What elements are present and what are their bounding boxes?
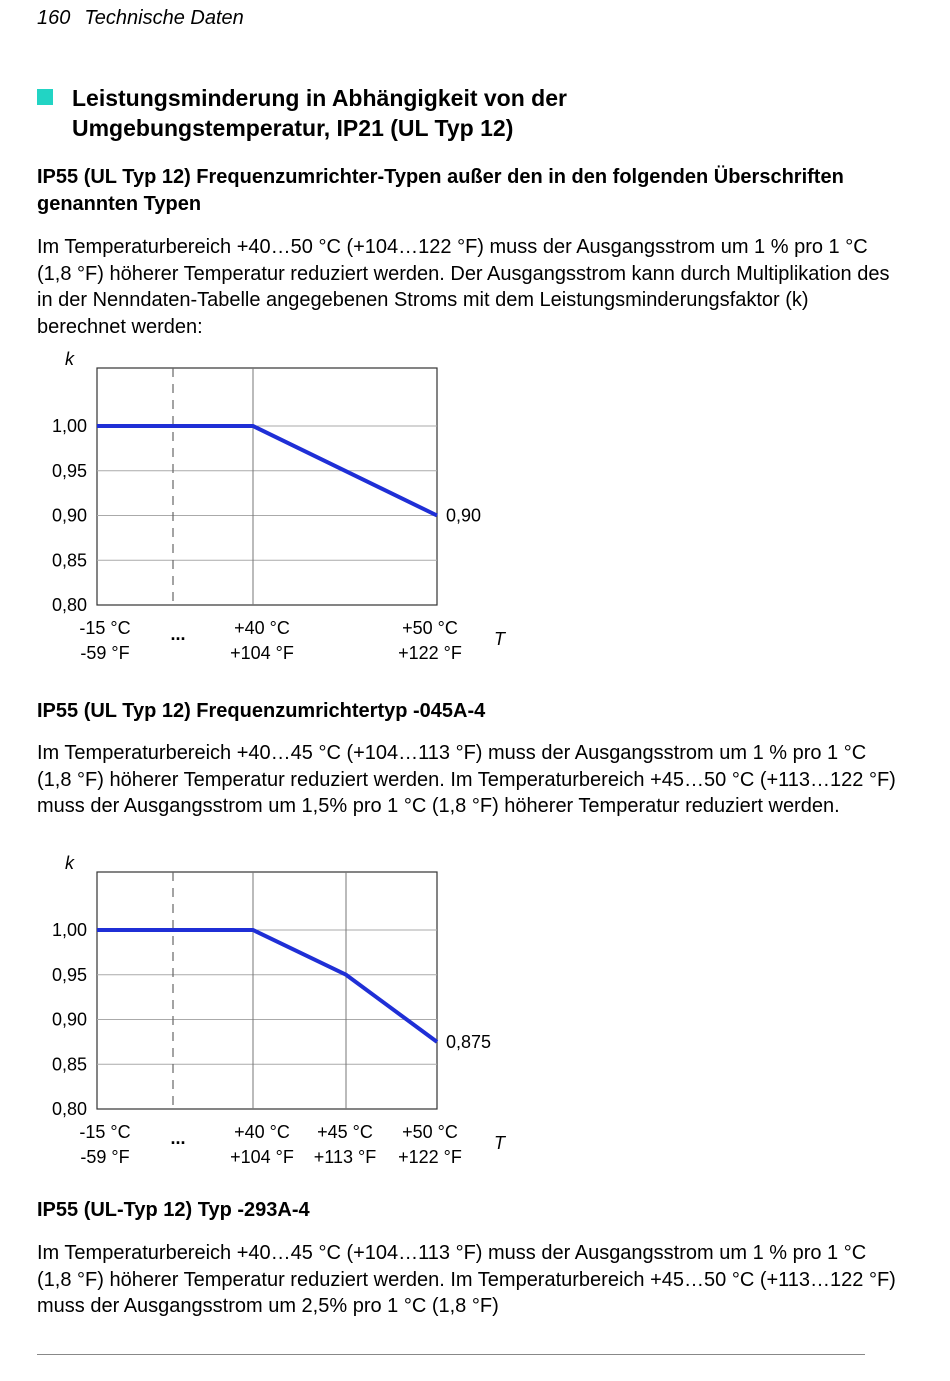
page-number: 160 [37,7,71,29]
x-tick-label-fahrenheit: +122 °F [398,643,462,663]
y-axis-label: k [65,349,74,369]
x-axis-label: T [494,629,505,649]
section-bullet [37,89,53,105]
x-tick-label-celsius: -15 °C [79,1122,131,1142]
footer-rule [37,1354,865,1355]
x-tick-label-fahrenheit: +104 °F [230,643,294,663]
x-tick-label-celsius: +50 °C [402,618,458,638]
x-axis-label: T [494,1133,505,1153]
y-tick-label: 1,00 [52,416,88,436]
y-tick-label: 0,90 [52,1009,88,1030]
paragraph-2: Im Temperaturbereich +40…45 °C (+104…113 °F) muss der Ausgangsstrom um 1 % pro 1 °C (1,8 °F) höherer Temperatur reduziert werden. Im Temperaturbereich +45…50 °C (+113…122 °F) muss der Ausgangsstrom um 1,5% pro 1 °C (1,8 °F) höherer Temperatur reduziert werden. [37,742,896,817]
x-tick-label-celsius: +40 °C [234,618,290,638]
k-series-line [97,930,437,1042]
x-tick-label-celsius: -15 °C [79,618,131,638]
y-tick-label: 1,00 [52,920,88,940]
subsection-heading-1: IP55 (UL Typ 12) Frequenzumrichter-Typen außer den in den folgenden Überschriften genannten Typen [37,166,844,215]
axis-break-dots: ... [170,624,186,644]
x-tick-label-fahrenheit: -59 °F [80,1147,130,1167]
y-tick-label: 0,80 [52,595,88,615]
plot-frame [97,368,437,605]
end-value-label: 0,90 [446,505,482,526]
y-tick-label: 0,85 [52,1054,88,1075]
derating-chart-1 [37,340,557,670]
y-tick-label: 0,80 [52,1099,88,1119]
end-value-label: 0,875 [446,1031,492,1052]
page-header [37,7,244,30]
axis-break-dots: ... [170,1128,186,1148]
y-tick-label: 0,95 [52,460,88,481]
x-tick-label-fahrenheit: -59 °F [80,643,130,663]
x-tick-label-celsius: +40 °C [234,1122,290,1142]
plot-frame [97,872,437,1109]
x-tick-label-fahrenheit: +113 °F [313,1147,377,1167]
section-title: Leistungsminderung in Abhängigkeit von der Umgebungstemperatur, IP21 (UL Typ 12) [72,85,567,141]
x-tick-label-fahrenheit: +104 °F [230,1147,294,1167]
paragraph-1: Im Temperaturbereich +40…50 °C (+104…122 °F) muss der Ausgangsstrom um 1 % pro 1 °C (1,8 °F) höherer Temperatur reduziert werden. Der Ausgangsstrom kann durch Multiplikation des in der Nenndaten-Tabelle angegebenen Stroms mit dem Leistungsminderungsfaktor (k) berechnet werden: [37,236,890,338]
y-tick-label: 0,95 [52,964,88,985]
y-tick-label: 0,90 [52,505,88,526]
subsection-heading-2: IP55 (UL Typ 12) Frequenzumrichtertyp -045A-4 [37,700,486,722]
y-axis-label: k [65,853,74,873]
paragraph-3: Im Temperaturbereich +40…45 °C (+104…113 °F) muss der Ausgangsstrom um 1 % pro 1 °C (1,8 °F) höherer Temperatur reduziert werden. Im Temperaturbereich +45…50 °C (+113…122 °F) muss der Ausgangsstrom um 2,5% pro 1 °C (1,8 °F) [37,1242,896,1317]
subsection-heading-3: IP55 (UL-Typ 12) Typ -293A-4 [37,1199,310,1221]
x-tick-label-celsius: +45 °C [317,1122,373,1142]
derating-chart-2 [37,844,557,1174]
x-tick-label-celsius: +50 °C [402,1122,458,1142]
x-tick-label-fahrenheit: +122 °F [398,1147,462,1167]
page-header-title: Technische Daten [84,7,244,29]
y-tick-label: 0,85 [52,550,88,571]
